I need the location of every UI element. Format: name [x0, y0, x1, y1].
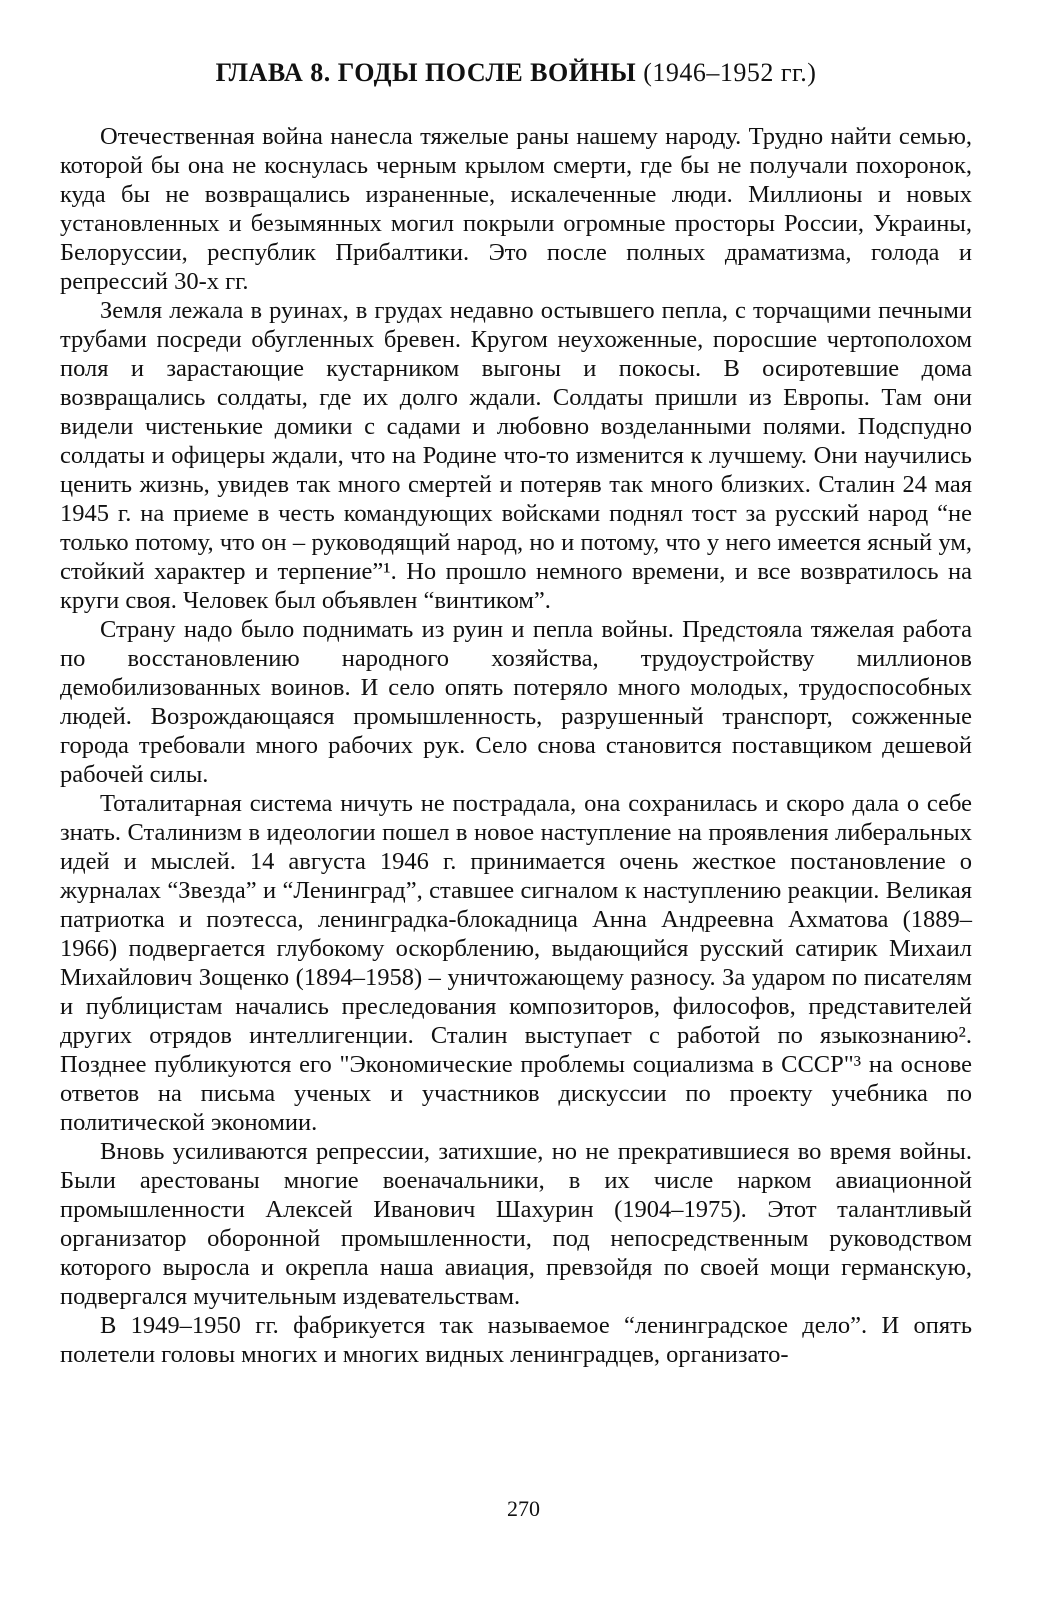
- paragraph-3: Страну надо было поднимать из руин и пепла войны. Предстояла тяжелая работа по восстановлению народного хозяйства, трудоустройству миллионов демобилизованных воинов. И село опять потеряло много молодых, трудоспособных людей. Возрождающаяся промышленность, разрушенный транспорт, сожженные города требовали много рабочих рук. Село снова становится поставщиком дешевой рабочей силы.: [60, 616, 972, 788]
- chapter-years: (1946–1952 гг.): [643, 58, 817, 87]
- chapter-title: [60, 58, 972, 88]
- paragraph-1: Отечественная война нанесла тяжелые раны нашему народу. Трудно найти семью, которой бы она не коснулась черным крылом смерти, где бы не получали похоронок, куда бы не возвращались израненные, искалеченные люди. Миллионы и новых установленных и безымянных могил покрыли огромные просторы России, Украины, Белоруссии, республик Прибалтики. Это после полных драматизма, голода и репрессий 30-х гг.: [60, 123, 972, 295]
- paragraph-5: Вновь усиливаются репрессии, затихшие, но не прекратившиеся во время войны. Были арестованы многие военачальники, в их числе нарком авиационной промышленности Алексей Иванович Шахурин (1904–1975). Этот талантливый организатор оборонной промышленности, под непосредственным руководством которого выросла и окрепла наша авиация, превзойдя по своей мощи германскую, подвергался мучительным издевательствам.: [60, 1138, 972, 1310]
- page-content: [60, 58, 972, 1369]
- paragraph-6: В 1949–1950 гг. фабрикуется так называемое “ленинградское дело”. И опять полетели головы многих и многих видных ленинградцев, организато-: [60, 1312, 972, 1368]
- paragraph-2: Земля лежала в руинах, в грудах недавно остывшего пепла, с торчащими печными трубами посреди обугленных бревен. Кругом неухоженные, поросшие чертополохом поля и зарастающие кустарником выгоны и покосы. В осиротевшие дома возвращались солдаты, где их долго ждали. Солдаты пришли из Европы. Там они видели чистенькие домики с садами и любовно возделанными полями. Подспудно солдаты и офицеры ждали, что на Родине что-то изменится к лучшему. Они научились ценить жизнь, увидев так много смертей и потеряв так много близких. Сталин 24 мая 1945 г. на приеме в честь командующих войсками поднял тост за русский народ “не только потому, что он – руководящий народ, но и потому, что у него имеется ясный ум, стойкий характер и терпение”¹. Но прошло немного времени, и все возвратилось на круги своя. Человек был объявлен “винтиком”.: [60, 297, 972, 614]
- page-number: 270: [507, 1496, 540, 1521]
- paragraph-4: Тоталитарная система ничуть не пострадала, она сохранилась и скоро дала о себе знать. Сталинизм в идеологии пошел в новое наступление на проявления либеральных идей и мыслей. 14 августа 1946 г. принимается очень жесткое постановление о журналах “Звезда” и “Ленинград”, ставшее сигналом к наступлению реакции. Великая патриотка и поэтесса, ленинградка-блокадница Анна Андреевна Ахматова (1889–1966) подвергается глубокому оскорблению, выдающийся русский сатирик Михаил Михайлович Зощенко (1894–1958) – уничтожающему разносу. За ударом по писателям и публицистам начались преследования композиторов, философов, представителей других отрядов интеллигенции. Сталин выступает с работой по языкознанию². Позднее публикуются его "Экономические проблемы социализма в СССР"³ на основе ответов на письма ученых и участников дискуссии по проекту учебника по политической экономии.: [60, 790, 972, 1136]
- chapter-title-text: ГЛАВА 8. ГОДЫ ПОСЛЕ ВОЙНЫ: [215, 58, 637, 87]
